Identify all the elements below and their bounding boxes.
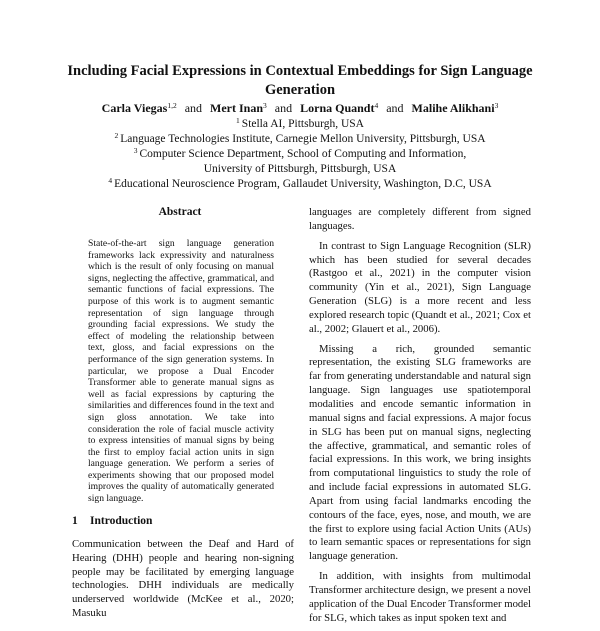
affiliation-mark: 1 — [236, 116, 240, 125]
author-separator: and — [184, 101, 203, 115]
body-paragraph: Communication between the Deaf and Hard of Hearing (DHH) people and hearing non-signing people may be facilitated by emerging language technologies. DHH individuals are medically underserved worldwide (McKee et al., 2020; Masuku — [72, 538, 294, 619]
body-paragraph: Missing a rich, grounded semantic representation, the existing SLG frameworks are far from generating understandable and natural sign language. Sign languages use spatiotemporal modalities and encode semantic information in manual signs and facial expressions. A major focus in SLG has been put on manual signs, neglecting the affective, grammatical, and semantic roles of facial expressions. In this work, we bring insights from computational linguistics to study the role of and include facial expressions in automated SLG. Apart from using facial landmarks encoding the contours of the face, eyes, nose, and mouth, we are the first to explore using facial Action Units (AUs) to learn semantic spaces or representations for sign language generation. — [309, 342, 531, 563]
section-heading-introduction — [72, 515, 152, 527]
author-name: Malihe Alikhani — [411, 101, 495, 115]
author-list — [40, 101, 560, 116]
author-name: Mert Inan — [210, 101, 264, 115]
affiliation-line — [40, 147, 560, 162]
affiliation-mark: 2 — [114, 131, 119, 140]
abstract-text: State-of-the-art sign language generation frameworks lack expressivity and naturalness which is the result of only focusing on manual signs, neglecting the affective, grammatical, and semantic functions of facial expressions. The purpose of this work is to augment semantic representation of sign language through grounding facial expressions. We study the effect of modeling the relationship between text, gloss, and facial expressions on the performance of the sign generation systems. In particular, we propose a Dual Encoder Transformer able to generate manual signs as well as facial expressions by capturing the similarities and differences found in the text and sign gloss annotation. We take into consideration the role of facial muscle activity to express intensities of manual signs by being the first to employ facial action units in sign language generation. We perform a series of experiments showing that our proposed model improves the quality of automatically generated sign language. — [88, 238, 274, 505]
affiliation-line — [40, 177, 560, 192]
author-separator: and — [386, 101, 404, 115]
affiliation-mark: 3 — [133, 146, 138, 155]
author-affil-mark: 3 — [263, 101, 267, 110]
abstract-heading: Abstract — [158, 206, 202, 218]
affiliation-line — [40, 117, 560, 132]
author-affil-mark: 3 — [494, 101, 499, 110]
author-affil-mark: 1,2 — [167, 101, 177, 110]
section-title: Introduction — [90, 515, 153, 527]
affiliation-text: Computer Science Department, School of Computing and Information, — [139, 148, 467, 160]
body-paragraph: In addition, with insights from multimodal Transformer architecture design, we present a novel application of the Dual Encoder Transformer model for SLG, which takes as input spoken text and — [309, 570, 531, 624]
affiliation-mark: 4 — [108, 176, 113, 185]
body-paragraph: languages are completely different from signed languages. — [309, 206, 531, 232]
affiliation-line — [40, 132, 560, 147]
affiliation-text: Educational Neuroscience Program, Gallaudet University, Washington, D.C, USA — [114, 178, 492, 190]
affiliation-line — [40, 162, 560, 177]
introduction-paragraph — [72, 538, 294, 621]
author-name: Lorna Quandt — [300, 101, 375, 115]
affiliation-list — [40, 117, 560, 192]
author-affil-mark: 4 — [374, 101, 379, 110]
author-name: Carla Viegas — [101, 101, 168, 115]
body-paragraph: In contrast to Sign Language Recognition (SLR) which has been studied for several decades (Rastgoo et al., 2021) in the computer vision community (Yin et al., 2021), Sign Language Generation (SLG) is a more recent and less explored research topic (Quandt et al., 2021; Cox et al., 2002; Glauert et al., 2006). — [309, 239, 531, 335]
paper-title: Including Facial Expressions in Contextual Embeddings for Sign Language Generation — [67, 63, 533, 98]
affiliation-text: Stella AI, Pittsburgh, USA — [241, 118, 364, 130]
affiliation-text: Language Technologies Institute, Carnegie Mellon University, Pittsburgh, USA — [120, 133, 486, 145]
author-separator: and — [274, 101, 293, 115]
section-number: 1 — [72, 515, 78, 527]
affiliation-text: University of Pittsburgh, Pittsburgh, USA — [203, 163, 397, 175]
right-column — [309, 206, 531, 631]
